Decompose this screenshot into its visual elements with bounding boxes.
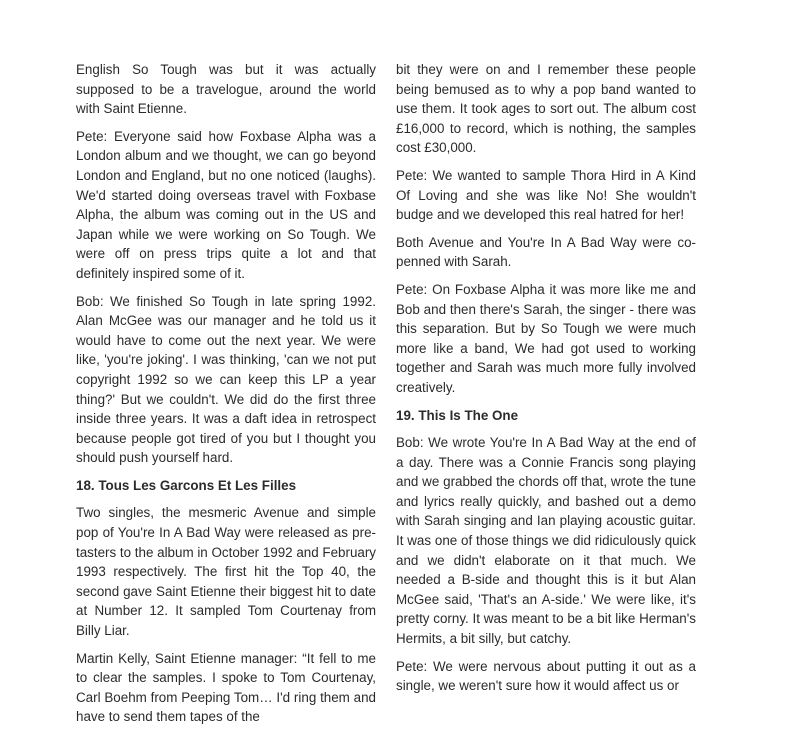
paragraph: Pete: Everyone said how Foxbase Alpha was a London album and we thought, we can go beyond London and England, but no one noticed (laughs). We'd started doing overseas travel with Foxbase Alpha, the album was coming out in the US and Japan while we were working on So Tough. We were off on press trips quite a lot and that definitely inspired some of it. <box>76 128 376 281</box>
paragraph: Both Avenue and You're In A Bad Way were co-penned with Sarah. <box>396 234 696 270</box>
paragraph: Two singles, the mesmeric Avenue and simple pop of You're In A Bad Way were released as pre-tasters to the album in October 1992 and February 1993 respectively. The first hit the Top 40, the second gave Saint Etienne their biggest hit to date at Number 12. It sampled Tom Courtenay from Billy Liar. <box>76 505 376 639</box>
left-column <box>76 60 376 735</box>
paragraph: bit they were on and I remember these people being bemused as to why a pop band wanted to use them. It took ages to sort out. The album cost £16,000 to record, which is nothing, the samples cost £30,000. <box>396 62 696 156</box>
paragraph: Pete: We were nervous about putting it out as a single, we weren't sure how it would affect us or <box>396 658 696 694</box>
right-column <box>396 60 696 704</box>
paragraph: Pete: On Foxbase Alpha it was more like me and Bob and then there's Sarah, the singer - there was this separation. But by So Tough we were much more like a band, We had got used to working together and Sarah was much more fully involved creatively. <box>396 281 696 395</box>
paragraph: Bob: We finished So Tough in late spring 1992. Alan McGee was our manager and he told us it would have to come out the next year. We were like, 'you're joking'. I was thinking, 'can we not put copyright 1992 so we can keep this LP a year thing?' But we couldn't. We did do the first three inside three years. It was a daft idea in retrospect because people got tired of you but I thought you should push yourself hard. <box>76 293 376 466</box>
paragraph: English So Tough was but it was actually supposed to be a travelogue, around the world with Saint Etienne. <box>76 62 376 117</box>
section-heading: 19. This Is The One <box>396 407 519 423</box>
paragraph: Bob: We wrote You're In A Bad Way at the end of a day. There was a Connie Francis song playing and we grabbed the chords off that, wrote the tune and lyrics really quickly, and bashed out a demo with Sarah singing and Ian playing acoustic guitar. It was one of those things we did ridiculously quick and we didn't elaborate on it that much. We needed a B-side and thought this is it but Alan McGee said, 'That's an A-side.' We were like, it's pretty corny. It was meant to be a bit like Herman's Hermits, a bit silly, but catchy. <box>396 435 696 647</box>
paragraph: Martin Kelly, Saint Etienne manager: “It fell to me to clear the samples. I spoke to Tom Courtenay, Carl Boehm from Peeping Tom… I'd ring them and have to send them tapes of the <box>76 650 376 725</box>
paragraph: Pete: We wanted to sample Thora Hird in A Kind Of Loving and she was like No! She wouldn't budge and we developed this real hatred for her! <box>396 167 696 223</box>
section-heading: 18. Tous Les Garcons Et Les Filles <box>76 477 297 493</box>
